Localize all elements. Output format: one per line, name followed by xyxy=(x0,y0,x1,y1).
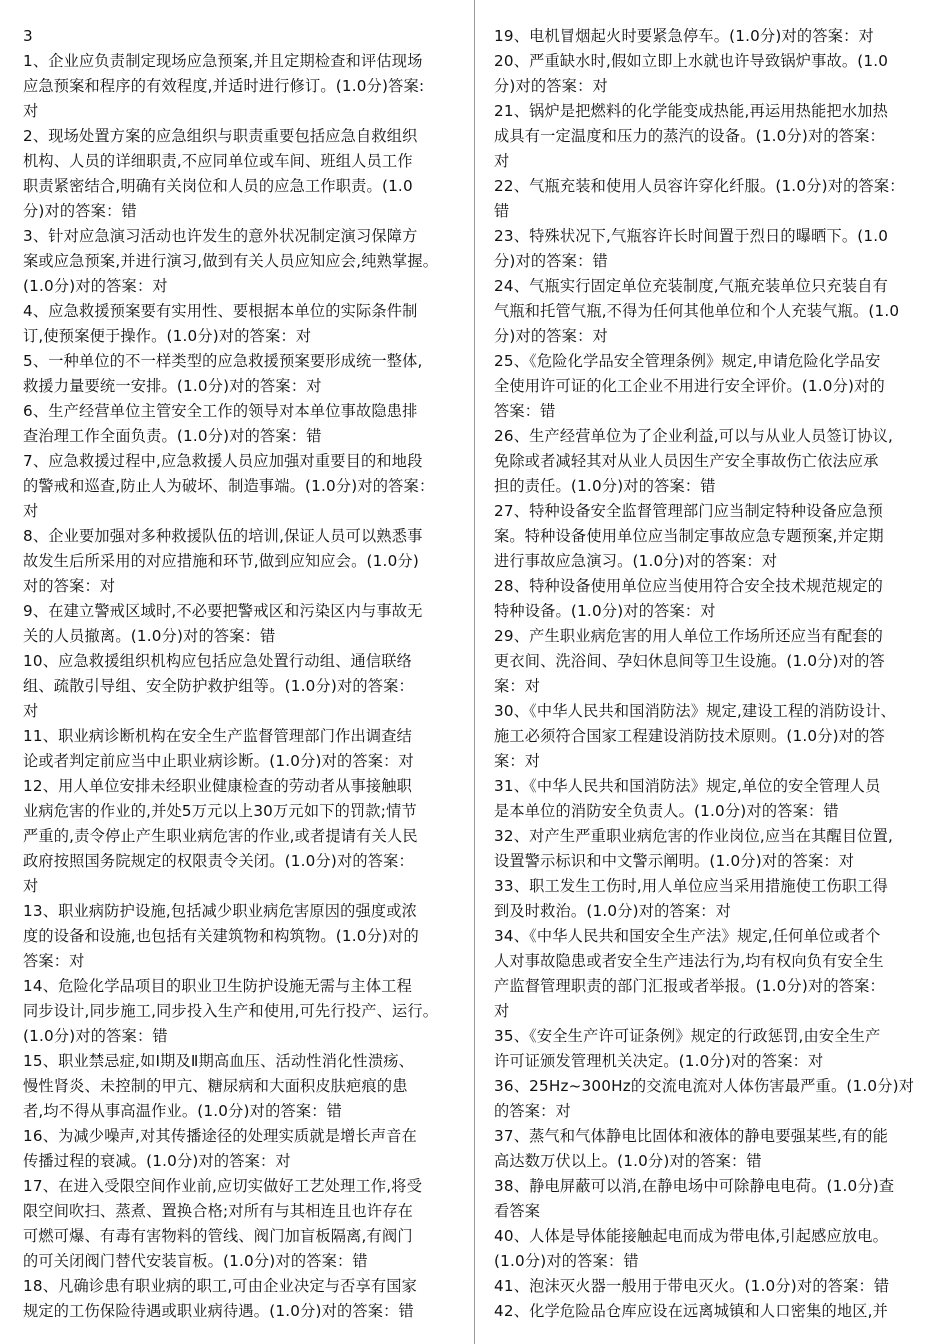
text-line: (1.0分)对的答案：错 xyxy=(494,1252,639,1270)
text-line: 慢性肾炎、未控制的甲亢、糖尿病和大面积皮肤疤痕的患 xyxy=(23,1077,408,1095)
text-line: 42、化学危险品仓库应设在远离城镇和人口密集的地区,并 xyxy=(494,1302,889,1320)
text-line: 28、特种设备使用单位应当使用符合安全技术规范规定的 xyxy=(494,577,884,595)
text-line: 3 xyxy=(23,27,33,45)
text-line: 答案：对 xyxy=(23,952,85,970)
text-line: 1、企业应负责制定现场应急预案,并且定期检查和评估现场 xyxy=(23,52,423,70)
text-line: 8、企业要加强对多种救援队伍的培训,保证人员可以熟悉事 xyxy=(23,527,423,545)
text-line: 34、《中华人民共和国安全生产法》规定,任何单位或者个 xyxy=(494,927,881,945)
text-line: 41、泡沫灭火器一般用于带电灭火。(1.0分)对的答案：错 xyxy=(494,1277,890,1295)
text-line: 可燃可爆、有毒有害物料的管线、阀门加盲板隔离,有阀门 xyxy=(23,1227,413,1245)
text-line: 同步设计,同步施工,同步投入生产和使用,可先行投产、运行。 xyxy=(23,1002,439,1020)
text-line: 免除或者减轻其对从业人员因生产安全事故伤亡依法应承 xyxy=(494,452,879,470)
text-line: 18、凡确诊患有职业病的职工,可由企业决定与否享有国家 xyxy=(23,1277,418,1295)
text-line: 组、疏散引导组、安全防护救护组等。(1.0分)对的答案： xyxy=(23,677,414,695)
text-line: 37、蒸气和气体静电比固体和液体的静电要强某些,有的能 xyxy=(494,1127,889,1145)
text-line: 31、《中华人民共和国消防法》规定,单位的安全管理人员 xyxy=(494,777,881,795)
text-line: 10、应急救援组织机构应包括应急处置行动组、通信联络 xyxy=(23,652,413,670)
text-line: 13、职业病防护设施,包括减少职业病危害原因的强度或浓 xyxy=(23,902,418,920)
text-line: 16、为减少噪声,对其传播途径的处理实质就是增长声音在 xyxy=(23,1127,418,1145)
text-line: 传播过程的衰减。(1.0分)对的答案：对 xyxy=(23,1152,291,1170)
text-line: 救援力量要统一安排。(1.0分)对的答案：对 xyxy=(23,377,322,395)
text-line: 机构、人员的详细职责,不应同单位或车间、班组人员工作 xyxy=(23,152,413,170)
text-line: 看答案 xyxy=(494,1202,541,1220)
text-line: 2、现场处置方案的应急组织与职责重要包括应急自救组织 xyxy=(23,127,418,145)
text-line: 分)对的答案：错 xyxy=(494,252,608,270)
column-divider xyxy=(474,0,475,1344)
text-line: 30、《中华人民共和国消防法》规定,建设工程的消防设计、 xyxy=(494,702,896,720)
text-line: 案或应急预案,并进行演习,做到有关人员应知应会,纯熟掌握。 xyxy=(23,252,439,270)
text-line: 6、生产经营单位主管安全工作的领导对本单位事故隐患排 xyxy=(23,402,418,420)
text-line: 15、职业禁忌症,如Ⅰ期及Ⅱ期高血压、活动性消化性溃疡、 xyxy=(23,1052,415,1070)
text-line: 36、25Hz~300Hz的交流电流对人体伤害最严重。(1.0分)对 xyxy=(494,1077,915,1095)
text-line: 分)对的答案：错 xyxy=(23,202,137,220)
text-line: 21、锅炉是把燃料的化学能变成热能,再运用热能把水加热 xyxy=(494,102,889,120)
text-line: 规定的工伤保险待遇或职业病待遇。(1.0分)对的答案：错 xyxy=(23,1302,414,1320)
text-line: 25、《危险化学品安全管理条例》规定,申请危险化学品安 xyxy=(494,352,881,370)
text-line: 论或者判定前应当中止职业病诊断。(1.0分)对的答案：对 xyxy=(23,752,414,770)
text-line: 对的答案：对 xyxy=(23,577,116,595)
text-line: 20、严重缺水时,假如立即上水就也许导致锅炉事故。(1.0 xyxy=(494,52,889,70)
text-line: 关的人员撤离。(1.0分)对的答案：错 xyxy=(23,627,276,645)
text-line: 错 xyxy=(494,202,510,220)
text-line: 产监督管理职责的部门汇报或者举报。(1.0分)对的答案： xyxy=(494,977,885,995)
text-line: 施工必须符合国家工程建设消防技术原则。(1.0分)对的答 xyxy=(494,727,885,745)
text-line: 的警戒和巡查,防止人为破坏、制造事端。(1.0分)对的答案： xyxy=(23,477,435,495)
text-line: 严重的,责令停止产生职业病危害的作业,或者提请有关人民 xyxy=(23,827,418,845)
text-line: 对 xyxy=(23,102,39,120)
text-line: 12、用人单位安排未经职业健康检查的劳动者从事接触职 xyxy=(23,777,413,795)
text-line: 气瓶和托管气瓶,不得为任何其他单位和个人充装气瓶。(1.0 xyxy=(494,302,900,320)
text-line: 案：对 xyxy=(494,677,541,695)
text-line: 对 xyxy=(494,152,510,170)
text-line: 对 xyxy=(23,702,39,720)
text-line: 订,使预案便于操作。(1.0分)对的答案：对 xyxy=(23,327,312,345)
text-line: 限空间吹扫、蒸煮、置换合格;对所有与其相连且也许存在 xyxy=(23,1202,414,1220)
text-line: 案。特种设备使用单位应当制定事故应急专题预案,并定期 xyxy=(494,527,884,545)
right-column xyxy=(494,24,932,1344)
text-line: 对 xyxy=(23,502,39,520)
text-line: 设置警示标识和中文警示阐明。(1.0分)对的答案：对 xyxy=(494,852,855,870)
text-line: 案：对 xyxy=(494,752,541,770)
text-line: 19、电机冒烟起火时要紧急停车。(1.0分)对的答案：对 xyxy=(494,27,874,45)
text-line: 3、针对应急演习活动也许发生的意外状况制定演习保障方 xyxy=(23,227,418,245)
text-line: 9、在建立警戒区域时,不必要把警戒区和污染区内与事故无 xyxy=(23,602,423,620)
text-line: 22、气瓶充装和使用人员容许穿化纤服。(1.0分)对的答案： xyxy=(494,177,905,195)
text-line: 14、危险化学品项目的职业卫生防护设施无需与主体工程 xyxy=(23,977,413,995)
text-line: (1.0分)对的答案：错 xyxy=(23,1027,168,1045)
text-line: 分)对的答案：对 xyxy=(494,77,608,95)
text-line: 者,均不得从事高温作业。(1.0分)对的答案：错 xyxy=(23,1102,343,1120)
text-line: 政府按照国务院规定的权限责令关闭。(1.0分)对的答案： xyxy=(23,852,414,870)
left-column xyxy=(23,24,457,1344)
text-line: 更衣间、洗浴间、孕妇休息间等卫生设施。(1.0分)对的答 xyxy=(494,652,885,670)
text-line: 11、职业病诊断机构在安全生产监督管理部门作出调查结 xyxy=(23,727,413,745)
text-line: 17、在进入受限空间作业前,应切实做好工艺处理工作,将受 xyxy=(23,1177,423,1195)
text-line: 分)对的答案：对 xyxy=(494,327,608,345)
text-line: 担的责任。(1.0分)对的答案：错 xyxy=(494,477,716,495)
text-line: 答案：错 xyxy=(494,402,556,420)
text-line: 全使用许可证的化工企业不用进行安全评价。(1.0分)对的 xyxy=(494,377,885,395)
text-line: 业病危害的作业的,并处5万元以上30万元如下的罚款;情节 xyxy=(23,802,417,820)
text-line: 4、应急救援预案要有实用性、要根据本单位的实际条件制 xyxy=(23,302,418,320)
text-line: 35、《安全生产许可证条例》规定的行政惩罚,由安全生产 xyxy=(494,1027,881,1045)
text-line: 26、生产经营单位为了企业利益,可以与从业人员签订协议, xyxy=(494,427,894,445)
text-line: 故发生后所采用的对应措施和环节,做到应知应会。(1.0分) xyxy=(23,552,419,570)
text-line: (1.0分)对的答案：对 xyxy=(23,277,168,295)
text-line: 33、职工发生工伤时,用人单位应当采用措施使工伤职工得 xyxy=(494,877,889,895)
text-line: 进行事故应急演习。(1.0分)对的答案：对 xyxy=(494,552,778,570)
text-line: 对 xyxy=(494,1002,510,1020)
text-line: 许可证颁发管理机关决定。(1.0分)对的答案：对 xyxy=(494,1052,824,1070)
text-line: 成具有一定温度和压力的蒸汽的设备。(1.0分)对的答案： xyxy=(494,127,885,145)
text-line: 5、一种单位的不一样类型的应急救援预案要形成统一整体, xyxy=(23,352,423,370)
text-line: 38、静电屏蔽可以消,在静电场中可除静电电荷。(1.0分)查 xyxy=(494,1177,895,1195)
text-line: 27、特种设备安全监督管理部门应当制定特种设备应急预 xyxy=(494,502,884,520)
text-line: 人对事故隐患或者安全生产违法行为,均有权向负有安全生 xyxy=(494,952,884,970)
text-line: 到及时救治。(1.0分)对的答案：对 xyxy=(494,902,732,920)
text-line: 32、对产生严重职业病危害的作业岗位,应当在其醒目位置, xyxy=(494,827,894,845)
text-line: 的答案：对 xyxy=(494,1102,571,1120)
text-line: 24、气瓶实行固定单位充装制度,气瓶充装单位只充装自有 xyxy=(494,277,889,295)
text-line: 40、人体是导体能接触起电而成为带电体,引起感应放电。 xyxy=(494,1227,889,1245)
text-line: 特种设备。(1.0分)对的答案：对 xyxy=(494,602,716,620)
text-line: 的可关闭阀门替代安装盲板。(1.0分)对的答案：错 xyxy=(23,1252,368,1270)
text-line: 是本单位的消防安全负责人。(1.0分)对的答案：错 xyxy=(494,802,839,820)
text-line: 29、产生职业病危害的用人单位工作场所还应当有配套的 xyxy=(494,627,884,645)
text-line: 应急预案和程序的有效程度,并适时进行修订。(1.0分)答案: xyxy=(23,77,425,95)
text-line: 查治理工作全面负责。(1.0分)对的答案：错 xyxy=(23,427,322,445)
text-line: 职责紧密结合,明确有关岗位和人员的应急工作职责。(1.0 xyxy=(23,177,413,195)
text-line: 高达数万伏以上。(1.0分)对的答案：错 xyxy=(494,1152,762,1170)
text-line: 对 xyxy=(23,877,39,895)
text-line: 7、应急救援过程中,应急救援人员应加强对重要目的和地段 xyxy=(23,452,423,470)
text-line: 23、特殊状况下,气瓶容许长时间置于烈日的曝晒下。(1.0 xyxy=(494,227,889,245)
text-line: 度的设备和设施,也包括有关建筑物和构筑物。(1.0分)对的 xyxy=(23,927,419,945)
